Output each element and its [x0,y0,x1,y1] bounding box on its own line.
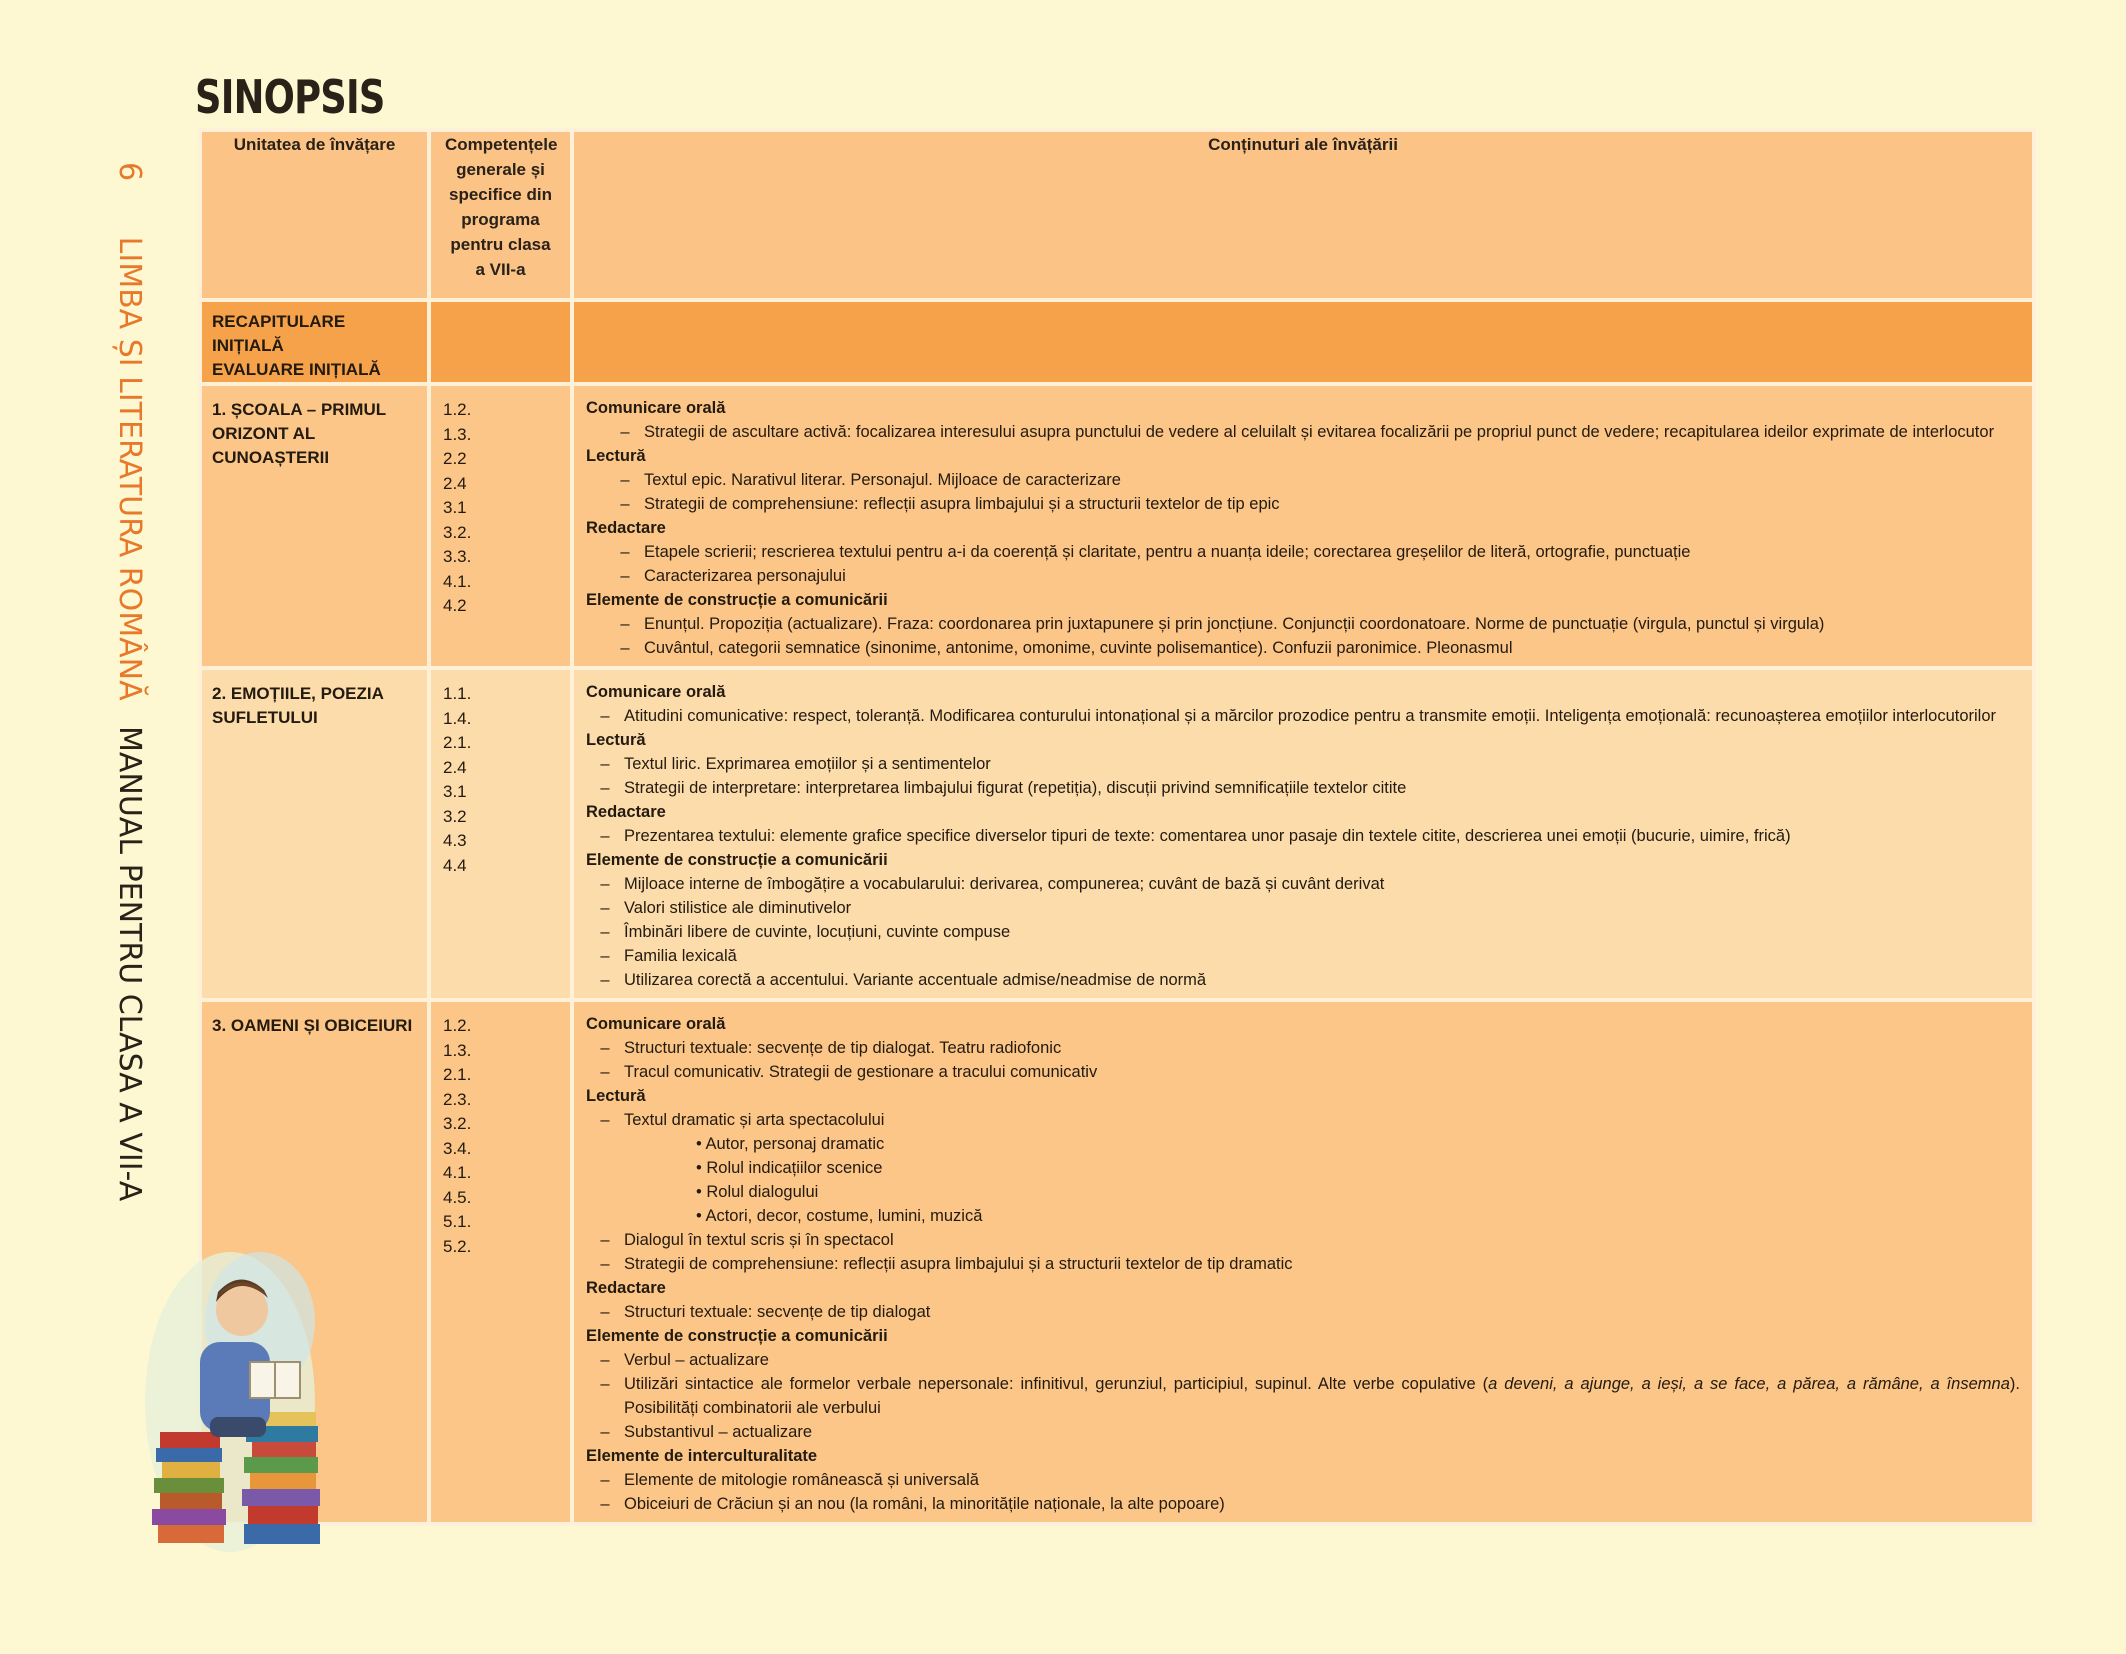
recap-competences [429,300,572,384]
header-unit: Unitatea de învățare [200,130,429,300]
content-text [624,1108,2020,1132]
content-text [624,1348,2020,1372]
dash-marker: – [600,899,610,917]
competence-code: 2.2 [443,449,467,468]
unit-row-1 [200,384,2034,668]
content-item [586,1492,2020,1516]
content-item [586,752,2020,776]
recap-line-2: EVALUARE INIȚIALĂ [212,360,381,379]
dash-marker: – [600,971,610,989]
dash-marker: – [600,1303,610,1321]
unit-row-2 [200,668,2034,1000]
content-text [644,564,2020,588]
dash-marker: – [600,755,610,773]
content-item [586,896,2020,920]
content-text [624,1372,2020,1420]
reading-boy-illustration [140,1232,340,1562]
content-text-main: Textul epic. Narativul literar. Personajul. Mijloace de caracterizare [644,471,1121,489]
content-text [624,1036,2020,1060]
unit-contents [572,668,2034,1000]
competence-code: 3.2. [443,522,472,542]
competence-code: 2.1. [443,1065,472,1084]
content-text-main: Utilizarea corectă a accentului. Variante accentuale admise/neadmise de normă [624,971,1207,989]
competence-code: 4.3 [443,831,467,850]
competence-code: 4.5. [443,1187,472,1207]
content-text [624,944,2020,968]
dash-marker: – [600,875,610,893]
dash-marker: – [620,543,630,561]
dash-marker: – [600,1375,610,1393]
content-text-main: Tracul comunicativ. Strategii de gestionare a tracului comunicativ [624,1063,1098,1081]
content-item [586,612,2020,636]
dash-marker: – [600,707,610,725]
unit-row-3 [200,1000,2034,1524]
content-text-main: Obiceiuri de Crăciun și an nou (la români, la minoritățile naționale, la alte popoare) [624,1495,1225,1513]
dash-marker: – [600,1231,610,1249]
competence-code: 3.1 [443,498,467,517]
section-title: Comunicare orală [586,683,726,701]
dash-marker: – [620,471,630,489]
competence-code: 1.2. [443,1016,472,1035]
competence-code: 1.3. [443,424,472,444]
content-item [586,944,2020,968]
content-item [586,540,2020,564]
dash-marker: – [620,567,630,585]
dash-marker: – [600,947,610,965]
content-text-main: Strategii de comprehensiune: reflecții asupra limbajului și a structurii textelor de tip dramatic [624,1255,1293,1273]
content-item [586,1372,2020,1420]
dash-marker: – [600,1255,610,1273]
content-item [586,420,2020,444]
content-text [644,492,2020,516]
content-item [586,492,2020,516]
content-text-main: Structuri textuale: secvențe de tip dialogat [624,1303,931,1321]
dash-marker: – [600,1039,610,1057]
content-text [624,968,2020,992]
header-contents: Conținuturi ale învățării [572,130,2034,300]
content-text [624,1252,2020,1276]
content-text [624,872,2020,896]
content-text-after: ). Posibilități combinatorii ale verbului [624,1375,2020,1417]
competence-code: 2.4 [443,757,467,777]
content-item [586,1468,2020,1492]
unit-competences [429,1000,572,1524]
content-item [586,968,2020,992]
competence-code: 4.1. [443,571,472,591]
competence-code: 3.3. [443,547,472,566]
dash-marker: – [600,1063,610,1081]
competence-code: 2.3. [443,1089,472,1109]
dash-marker: – [620,495,630,513]
recap-row [200,300,2034,384]
competence-code: 4.4 [443,855,467,875]
content-item [586,1036,2020,1060]
content-text-main: Caracterizarea personajului [644,567,846,585]
competence-code: 5.2. [443,1236,472,1256]
content-item [586,1420,2020,1444]
content-text [624,920,2020,944]
content-text-main: Strategii de interpretare: interpretarea limbajului figurat (repetiția), discuții privind semnificațiile textelor citite [624,779,1407,797]
section-title: Elemente de construcție a comunicării [586,1327,888,1345]
content-item [586,776,2020,800]
content-text-main: Textul liric. Exprimarea emoțiilor și a sentimentelor [624,755,991,773]
spine-subject: LIMBA ȘI LITERATURA ROMÂNĂ [112,236,147,701]
content-text [624,1228,2020,1252]
unit-name: 2. EMOȚIILE, POEZIA SUFLETULUI [200,668,429,1000]
competence-code: 1.2. [443,400,472,419]
dash-marker: – [620,639,630,657]
section-title: Redactare [586,803,666,821]
content-text [644,420,2020,444]
synopsis-table [198,128,2036,1526]
section-title: Comunicare orală [586,399,726,417]
unit-name: 1. ȘCOALA – PRIMUL ORIZONT AL CUNOAȘTERII [200,384,429,668]
content-text-main: Îmbinări libere de cuvinte, locuțiuni, cuvinte compuse [624,923,1011,941]
content-item [586,1060,2020,1084]
content-text-main: Structuri textuale: secvențe de tip dialogat. Teatru radiofonic [624,1039,1062,1057]
unit-name: 3. OAMENI ȘI OBICEIURI [200,1000,429,1524]
recap-contents [572,300,2034,384]
competence-code: 2.1. [443,733,472,752]
content-text-main: Etapele scrierii; rescrierea textului pentru a-i da coerență și claritate, pentru a nuanța ideile; corectarea greșelilor de literă, ortografie, punctuație [644,543,1691,561]
competence-code: 3.4. [443,1138,472,1158]
content-text [624,1468,2020,1492]
competence-code: 3.1 [443,782,467,801]
content-item [586,1348,2020,1372]
content-text [624,776,2020,800]
content-text-main: Prezentarea textului: elemente grafice specifice diverselor tipuri de texte: comentarea unor pasaje din textele citite, descrierea unei emoții (bucurie, uimire, frică) [624,827,1791,845]
bullet-item: • Autor, personaj dramatic [586,1132,2020,1156]
content-item [586,1252,2020,1276]
dash-marker: – [620,615,630,633]
content-text [624,1060,2020,1084]
content-item [586,1300,2020,1324]
section-title: Lectură [586,1087,646,1105]
page-number: 6 [112,162,147,182]
content-item [586,920,2020,944]
section-title: Comunicare orală [586,1015,726,1033]
dash-marker: – [600,1351,610,1369]
recap-line-1: RECAPITULARE INIȚIALĂ [212,312,346,355]
section-title: Elemente de construcție a comunicării [586,851,888,869]
bullet-item: • Rolul indicațiilor scenice [586,1156,2020,1180]
content-text [644,468,2020,492]
content-item [586,704,2020,728]
section-title: Elemente de interculturalitate [586,1447,818,1465]
table-header-row [200,130,2034,300]
unit-contents [572,384,2034,668]
dash-marker: – [620,423,630,441]
content-text-main: Utilizări sintactice ale formelor verbale nepersonale: infinitivul, gerunziul, participiul, supinul. Alte verbe copulative ( [624,1375,1489,1393]
section-title: Redactare [586,1279,666,1297]
content-text [624,896,2020,920]
content-text-main: Enunțul. Propoziția (actualizare). Fraza: coordonarea prin juxtapunere și prin joncțiune. Conjuncții coordonatoare. Norme de punctuație (virgula, punctul și virgula) [644,615,1825,633]
unit-contents [572,1000,2034,1524]
competence-code: 1.3. [443,1040,472,1060]
competence-code: 4.2 [443,596,467,615]
dash-marker: – [600,1111,610,1129]
content-text-main: Verbul – actualizare [624,1351,769,1369]
content-text-main: Substantivul – actualizare [624,1423,813,1441]
page-title: SINOPSIS [195,70,385,124]
section-title: Lectură [586,447,646,465]
content-item [586,636,2020,660]
content-item [586,468,2020,492]
dash-marker: – [600,1423,610,1441]
dash-marker: – [600,923,610,941]
bullet-item: • Actori, decor, costume, lumini, muzică [586,1204,2020,1228]
spine-manual: MANUAL PENTRU CLASA A VII-A [112,726,147,1202]
competence-code: 5.1. [443,1212,472,1231]
content-text [624,704,2020,728]
content-item [586,1108,2020,1132]
content-item [586,1228,2020,1252]
content-text-italic: a deveni, a ajunge, a ieși, a se face, a părea, a rămâne, a însemna [1488,1375,2010,1393]
content-text [644,636,2020,660]
content-text-main: Dialogul în textul scris și în spectacol [624,1231,894,1249]
dash-marker: – [600,827,610,845]
content-item [586,872,2020,896]
recap-label [200,300,429,384]
content-text-main: Cuvântul, categorii semnatice (sinonime, antonime, omonime, cuvinte polisemantice). Confuzii paronimice. Pleonasmul [644,639,1513,657]
dash-marker: – [600,1495,610,1513]
bullet-item: • Rolul dialogului [586,1180,2020,1204]
content-text-main: Atitudini comunicative: respect, toleranță. Modificarea conturului intonațional și a mărcilor prozodice pentru a transmite emoții. Inteligența emoțională: recunoașterea emoțiilor interlocutorilor [624,707,1997,725]
content-text [624,1300,2020,1324]
content-text [624,1492,2020,1516]
content-text-main: Strategii de comprehensiune: reflecții asupra limbajului și a structurii textelor de tip epic [644,495,1280,513]
content-text-main: Textul dramatic și arta spectacolului [624,1111,885,1129]
content-item [586,564,2020,588]
content-text [624,824,2020,848]
content-text-main: Strategii de ascultare activă: focalizarea interesului asupra punctului de vedere al celuilalt și evitarea focalizării pe propriul punct de vedere; recapitularea ideilor exprimate de interlocutor [644,423,1995,441]
header-competences: Competențele generale și specifice din programa pentru clasa a VII-a [429,130,572,300]
competence-code: 3.2 [443,806,467,826]
section-title: Elemente de construcție a comunicării [586,591,888,609]
content-text [644,540,2020,564]
competence-code: 3.2. [443,1114,472,1133]
competence-code: 1.1. [443,684,472,703]
content-text [644,612,2020,636]
content-text-main: Elemente de mitologie românească și universală [624,1471,979,1489]
competence-code: 1.4. [443,708,472,728]
dash-marker: – [600,1471,610,1489]
content-text-main: Mijloace interne de îmbogățire a vocabularului: derivarea, compunerea; cuvânt de bază și cuvânt derivat [624,875,1385,893]
competence-code: 2.4 [443,473,467,493]
dash-marker: – [600,779,610,797]
unit-competences [429,384,572,668]
spine-header [112,162,147,1201]
content-text-main: Valori stilistice ale diminutivelor [624,899,852,917]
section-title: Lectură [586,731,646,749]
unit-competences [429,668,572,1000]
book-stack-left [152,1432,226,1543]
content-text-main: Familia lexicală [624,947,737,965]
content-text [624,752,2020,776]
section-title: Redactare [586,519,666,537]
competence-code: 4.1. [443,1163,472,1182]
content-item [586,824,2020,848]
content-text [624,1420,2020,1444]
